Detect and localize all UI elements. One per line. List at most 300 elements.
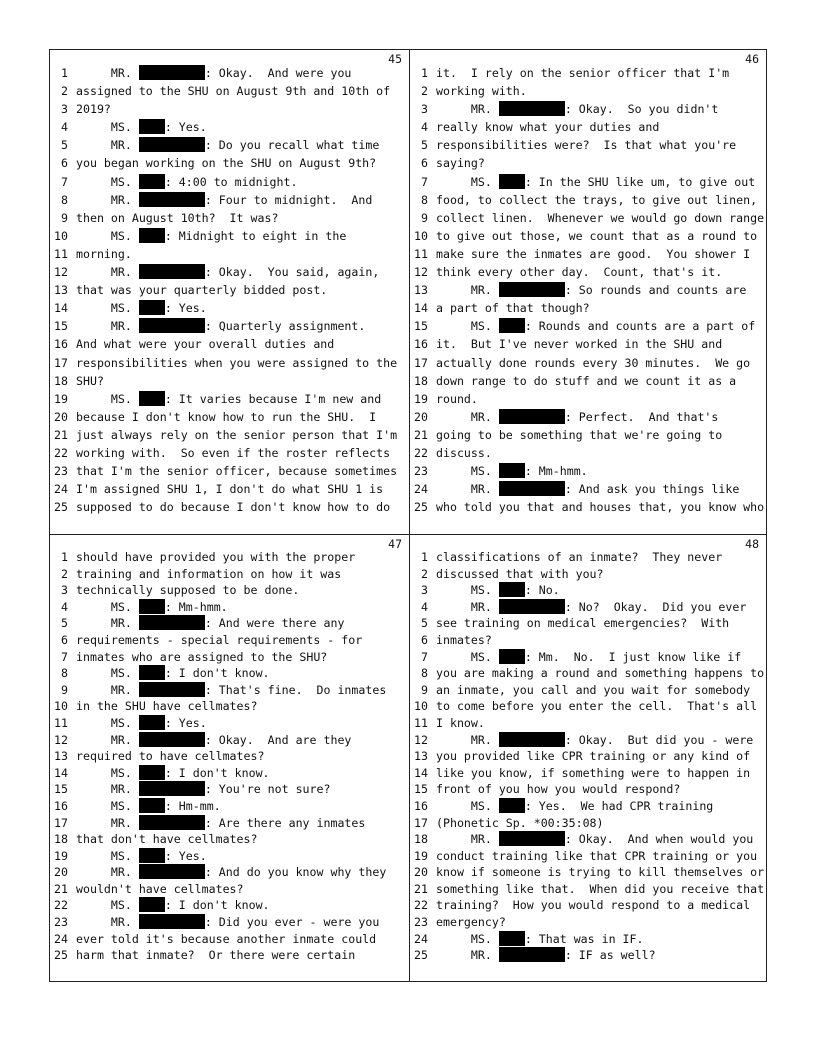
text-segment: it. I rely on the senior officer that I'm — [436, 66, 730, 80]
page-number: 47 — [388, 537, 402, 551]
line-number: 23 — [414, 915, 428, 930]
text-segment: it. But I've never worked in the SHU and — [436, 337, 723, 352]
line-text — [76, 815, 365, 832]
line-text — [76, 615, 344, 632]
line-number: 18 — [414, 832, 428, 847]
line-text — [436, 100, 718, 118]
page-lines — [50, 64, 409, 516]
redaction-box — [139, 864, 205, 879]
line-number: 17 — [54, 355, 68, 370]
text-segment: MR. — [76, 192, 139, 207]
line-text — [436, 781, 680, 798]
line-text — [436, 281, 746, 299]
transcript-line — [410, 881, 766, 898]
line-text — [76, 881, 244, 898]
redaction-box — [499, 931, 525, 946]
text-segment: MS. — [76, 898, 139, 913]
transcript-line — [50, 765, 409, 782]
line-number: 23 — [54, 915, 68, 930]
text-segment: MR. — [76, 815, 139, 830]
line-text — [76, 209, 278, 227]
line-text — [436, 209, 764, 227]
transcript-line — [410, 682, 766, 699]
line-text — [436, 372, 736, 390]
redaction-box — [139, 391, 165, 406]
transcript-line — [50, 444, 409, 462]
line-number: 12 — [414, 265, 428, 280]
text-segment: MR. — [436, 599, 499, 614]
line-text — [436, 582, 560, 599]
line-number: 13 — [54, 749, 68, 764]
text-segment: responsibilities were? Is that what you're — [436, 138, 737, 153]
line-number: 3 — [421, 583, 428, 598]
transcript-line — [50, 408, 409, 426]
transcript-line — [410, 599, 766, 616]
line-text — [436, 566, 604, 583]
transcript-line — [50, 354, 409, 372]
redaction-box — [499, 101, 565, 116]
line-number: 11 — [54, 246, 68, 261]
transcript-line — [50, 897, 409, 914]
redaction-box — [499, 599, 565, 614]
transcript-line — [50, 914, 409, 931]
transcript-line — [410, 848, 766, 865]
redaction-box — [139, 682, 205, 697]
line-number: 1 — [61, 550, 68, 564]
line-text — [76, 599, 228, 616]
transcript-sheet — [49, 49, 767, 982]
text-segment: MR. — [76, 319, 139, 334]
text-segment: : Yes. — [164, 120, 207, 135]
transcript-line — [50, 154, 409, 172]
text-segment: : No? Okay. Did you ever — [564, 599, 747, 614]
line-text — [76, 848, 207, 865]
line-text — [436, 462, 588, 480]
line-text — [436, 615, 729, 632]
text-segment: : I don't know. — [164, 898, 270, 913]
transcript-line — [50, 715, 409, 732]
text-segment: MS. — [436, 319, 499, 334]
text-segment: classifications of an inmate? They never — [436, 550, 723, 564]
line-text — [436, 408, 718, 426]
redaction-box — [139, 174, 165, 189]
text-segment: harm that inmate? Or there were certain — [76, 948, 356, 963]
line-number: 22 — [414, 445, 428, 460]
line-text — [436, 848, 757, 865]
page-lines — [410, 64, 766, 516]
text-segment: going to be something that we're going to — [436, 427, 723, 442]
line-text — [436, 649, 741, 666]
line-text — [436, 64, 729, 82]
text-segment: think every other day. Count, that's it. — [436, 265, 723, 280]
text-segment: MR. — [436, 832, 499, 847]
transcript-line — [410, 566, 766, 583]
transcript-line — [50, 480, 409, 498]
redaction-box — [139, 192, 205, 207]
text-segment: MR. — [76, 782, 139, 797]
line-number: 16 — [414, 337, 428, 352]
line-number: 17 — [414, 355, 428, 370]
line-text — [436, 864, 764, 881]
transcript-line — [410, 549, 766, 566]
text-segment: : Mm. No. I just know like if — [524, 649, 742, 664]
line-number: 3 — [421, 102, 428, 117]
line-text — [76, 263, 379, 281]
text-segment: : Yes. — [164, 301, 207, 316]
line-text — [76, 566, 341, 583]
line-text — [76, 632, 362, 649]
text-segment: : Are there any inmates — [204, 815, 366, 830]
line-number: 2 — [421, 566, 428, 581]
line-text — [76, 281, 327, 299]
line-number: 20 — [54, 865, 68, 880]
line-text — [76, 715, 207, 732]
text-segment: that I'm the senior officer, because sometimes — [76, 464, 398, 479]
transcript-line — [410, 263, 766, 281]
line-text — [436, 947, 656, 964]
line-number: 1 — [61, 66, 68, 80]
transcript-line — [50, 82, 409, 100]
line-number: 21 — [414, 881, 428, 896]
transcript-line — [50, 100, 409, 118]
line-number: 6 — [421, 156, 428, 171]
line-number: 20 — [54, 409, 68, 424]
line-number: 12 — [414, 732, 428, 747]
text-segment: training and information on how it was — [76, 566, 342, 581]
transcript-line — [410, 444, 766, 462]
line-text — [76, 372, 104, 390]
line-text — [76, 173, 297, 191]
line-number: 4 — [421, 599, 428, 614]
line-number: 18 — [414, 373, 428, 388]
line-number: 8 — [421, 192, 428, 207]
transcript-line — [410, 715, 766, 732]
line-number: 7 — [421, 174, 428, 189]
redaction-box — [139, 228, 165, 243]
line-text — [436, 317, 755, 335]
text-segment: collect linen. Whenever we would go down range — [436, 210, 765, 225]
transcript-page-45 — [50, 50, 409, 534]
transcript-line — [50, 209, 409, 227]
transcript-line — [410, 335, 766, 353]
text-segment: : Perfect. And that's — [564, 409, 719, 424]
text-segment: you began working on the SHU on August 9th? — [76, 156, 377, 171]
redaction-box — [499, 409, 565, 424]
text-segment: : Do you recall what time — [204, 138, 380, 153]
redaction-box — [139, 781, 205, 796]
text-segment: MS. — [76, 715, 139, 730]
line-number: 13 — [414, 749, 428, 764]
transcript-line — [410, 864, 766, 881]
text-segment: that was your quarterly bidded post. — [76, 283, 328, 298]
line-text — [436, 480, 739, 498]
transcript-line — [50, 372, 409, 390]
line-text — [76, 444, 390, 462]
line-number: 23 — [54, 464, 68, 479]
line-text — [436, 665, 764, 682]
text-segment: discuss. — [436, 445, 492, 460]
text-segment: : Yes. — [164, 848, 207, 863]
line-number: 24 — [54, 931, 68, 946]
line-number: 5 — [61, 616, 68, 631]
text-segment: because I don't know how to run the SHU. I — [76, 409, 377, 424]
line-number: 10 — [54, 699, 68, 714]
line-text — [76, 582, 299, 599]
text-segment: : And ask you things like — [564, 482, 740, 497]
redaction-box — [139, 665, 165, 680]
text-segment: inmates? — [436, 632, 492, 647]
transcript-line — [410, 615, 766, 632]
line-text — [436, 245, 750, 263]
text-segment: like you know, if something were to happen in — [436, 765, 751, 780]
text-segment: : Mm-hmm. — [524, 464, 588, 479]
transcript-line — [50, 947, 409, 964]
transcript-line — [410, 781, 766, 798]
page-number: 46 — [745, 52, 759, 66]
line-text — [76, 748, 264, 765]
text-segment: : I don't know. — [164, 765, 270, 780]
text-segment: an inmate, you call and you wait for somebody — [436, 682, 751, 697]
line-number: 2 — [61, 566, 68, 581]
text-segment: supposed to do because I don't know how to do — [76, 500, 391, 515]
line-number: 13 — [414, 283, 428, 298]
line-number: 17 — [54, 815, 68, 830]
redaction-box — [499, 318, 525, 333]
transcript-line — [410, 227, 766, 245]
line-number: 25 — [414, 948, 428, 963]
line-text — [436, 748, 750, 765]
transcript-line — [50, 615, 409, 632]
text-segment: : Okay. And when would you — [564, 832, 754, 847]
line-number: 15 — [54, 782, 68, 797]
text-segment: round. — [436, 391, 478, 406]
line-text — [436, 765, 750, 782]
redaction-box — [499, 282, 565, 297]
text-segment: : So rounds and counts are — [564, 283, 747, 298]
transcript-line — [410, 498, 766, 516]
line-number: 15 — [54, 319, 68, 334]
line-number: 9 — [421, 682, 428, 697]
line-number: 18 — [54, 832, 68, 847]
line-text — [436, 881, 764, 898]
line-text — [76, 354, 397, 372]
page-number: 45 — [388, 52, 402, 66]
line-text — [76, 732, 351, 749]
redaction-box — [139, 798, 165, 813]
text-segment: : Yes. — [164, 715, 207, 730]
text-segment: MS. — [76, 174, 139, 189]
text-segment: : Hm-mm. — [164, 798, 221, 813]
transcript-line — [50, 798, 409, 815]
redaction-box — [499, 649, 525, 664]
text-segment: MR. — [76, 616, 139, 631]
line-text — [76, 82, 390, 100]
redaction-box — [139, 815, 205, 830]
text-segment: : Okay. And were you — [204, 66, 352, 80]
line-text — [76, 100, 111, 118]
line-number: 8 — [61, 666, 68, 681]
line-number: 6 — [61, 632, 68, 647]
line-text — [76, 317, 365, 335]
text-segment: MS. — [76, 120, 139, 135]
transcript-page-47 — [50, 535, 409, 981]
text-segment: emergency? — [436, 915, 506, 930]
line-number: 1 — [421, 550, 428, 564]
line-number: 1 — [421, 66, 428, 80]
transcript-line — [50, 732, 409, 749]
text-segment: MS. — [436, 464, 499, 479]
text-segment: morning. — [76, 246, 132, 261]
line-number: 22 — [54, 445, 68, 460]
text-segment: MR. — [436, 283, 499, 298]
redaction-box — [139, 897, 165, 912]
transcript-line — [50, 335, 409, 353]
transcript-line — [50, 299, 409, 317]
transcript-line — [50, 632, 409, 649]
line-text — [76, 299, 207, 317]
text-segment: MR. — [76, 265, 139, 280]
text-segment: assigned to the SHU on August 9th and 10th of — [76, 84, 391, 99]
line-text — [436, 549, 722, 566]
redaction-box — [139, 914, 205, 929]
line-number: 19 — [54, 391, 68, 406]
transcript-line — [50, 281, 409, 299]
text-segment: I know. — [436, 715, 485, 730]
text-segment: to give out those, we count that as a round to — [436, 228, 758, 243]
text-segment: MS. — [436, 649, 499, 664]
text-segment: MS. — [436, 174, 499, 189]
line-number: 9 — [61, 210, 68, 225]
text-segment: And what were your overall duties and — [76, 337, 335, 352]
redaction-box — [499, 481, 565, 496]
line-number: 24 — [414, 931, 428, 946]
line-number: 7 — [61, 174, 68, 189]
transcript-line — [410, 732, 766, 749]
line-number: 6 — [61, 156, 68, 171]
text-segment: : Quarterly assignment. — [204, 319, 366, 334]
line-text — [76, 191, 372, 209]
transcript-line — [410, 698, 766, 715]
line-text — [76, 408, 376, 426]
text-segment: MS. — [76, 798, 139, 813]
text-segment: MS. — [76, 301, 139, 316]
line-number: 20 — [414, 409, 428, 424]
text-segment: : Okay. You said, again, — [204, 265, 380, 280]
line-number: 21 — [414, 427, 428, 442]
line-number: 11 — [414, 715, 428, 730]
line-text — [436, 335, 722, 353]
text-segment: MR. — [76, 865, 139, 880]
transcript-line — [50, 649, 409, 666]
transcript-line — [50, 831, 409, 848]
line-number: 8 — [61, 192, 68, 207]
text-segment: MS. — [76, 391, 139, 406]
transcript-line — [410, 372, 766, 390]
line-text — [76, 914, 379, 931]
line-text — [436, 698, 757, 715]
line-number: 22 — [414, 898, 428, 913]
page-lines — [410, 549, 766, 964]
line-text — [436, 798, 713, 815]
text-segment: MS. — [436, 798, 499, 813]
text-segment: : 4:00 to midnight. — [164, 174, 298, 189]
line-text — [436, 682, 750, 699]
line-number: 4 — [421, 120, 428, 135]
line-number: 3 — [61, 102, 68, 117]
text-segment: : Mm-hmm. — [164, 599, 228, 614]
redaction-box — [499, 582, 525, 597]
transcript-line — [50, 317, 409, 335]
line-text — [436, 599, 746, 616]
transcript-line — [410, 914, 766, 931]
transcript-line — [410, 209, 766, 227]
line-text — [436, 154, 485, 172]
text-segment: MR. — [76, 66, 139, 80]
text-segment: : Okay. So you didn't — [564, 102, 719, 117]
text-segment: : No. — [524, 583, 560, 598]
line-text — [436, 914, 506, 931]
transcript-line — [50, 462, 409, 480]
line-number: 16 — [54, 798, 68, 813]
text-segment: : Okay. And are they — [204, 732, 352, 747]
line-number: 19 — [414, 848, 428, 863]
line-number: 14 — [414, 301, 428, 316]
transcript-line — [50, 426, 409, 444]
redaction-box — [139, 318, 205, 333]
line-number: 11 — [54, 715, 68, 730]
line-text — [76, 480, 383, 498]
text-segment: : You're not sure? — [204, 782, 331, 797]
transcript-line — [410, 632, 766, 649]
line-text — [76, 682, 386, 699]
text-segment: MR. — [436, 732, 499, 747]
line-number: 10 — [54, 228, 68, 243]
transcript-line — [410, 390, 766, 408]
transcript-line — [410, 281, 766, 299]
line-number: 22 — [54, 898, 68, 913]
redaction-box — [139, 264, 205, 279]
text-segment: saying? — [436, 156, 485, 171]
transcript-line — [50, 118, 409, 136]
text-segment: MR. — [436, 482, 499, 497]
text-segment: 2019? — [76, 102, 111, 117]
line-number: 24 — [54, 482, 68, 497]
line-number: 25 — [54, 500, 68, 515]
line-text — [436, 82, 527, 100]
line-number: 9 — [61, 682, 68, 697]
line-text — [436, 498, 764, 516]
text-segment: working with. So even if the roster reflects — [76, 445, 391, 460]
line-text — [76, 897, 270, 914]
line-number: 19 — [414, 391, 428, 406]
transcript-line — [50, 781, 409, 798]
transcript-line — [50, 815, 409, 832]
text-segment: : IF as well? — [564, 948, 656, 963]
line-number: 12 — [54, 732, 68, 747]
line-number: 10 — [414, 699, 428, 714]
text-segment: should have provided you with the proper — [76, 550, 356, 564]
line-text — [436, 173, 755, 191]
line-number: 7 — [61, 649, 68, 664]
line-text — [76, 136, 379, 154]
line-number: 17 — [414, 815, 428, 830]
line-text — [76, 765, 270, 782]
transcript-line — [50, 881, 409, 898]
text-segment: MR. — [436, 409, 499, 424]
transcript-line — [410, 897, 766, 914]
text-segment: MR. — [76, 915, 139, 930]
text-segment: a part of that though? — [436, 301, 590, 316]
